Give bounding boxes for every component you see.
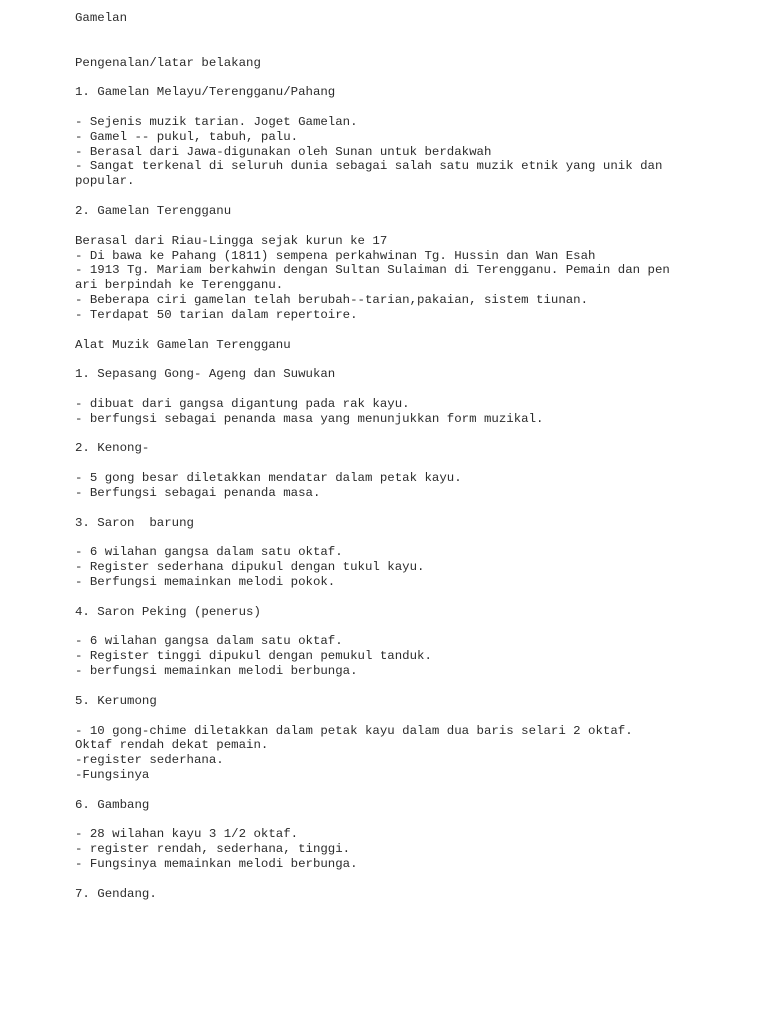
text-line: - Register sederhana dipukul dengan tukul kayu. [75,560,425,575]
text-line: - 1913 Tg. Mariam berkahwin dengan Sultan Sulaiman di Terengganu. Pemain dan pen [75,263,670,278]
text-line: - Fungsinya memainkan melodi berbunga. [75,857,358,872]
text-line: - Berasal dari Jawa-digunakan oleh Sunan untuk berdakwah [75,144,492,159]
text-line: 1. Gamelan Melayu/Terengganu/Pahang [75,85,336,100]
text-line: 4. Saron Peking (penerus) [75,604,261,619]
text-line: 2. Kenong- [75,441,150,456]
text-line: popular. [75,174,135,189]
text-line [75,590,745,605]
text-line [75,100,745,115]
text-line: - dibuat dari gangsa digantung pada rak kayu. [75,396,410,411]
text-line: - Register tinggi dipukul dengan pemukul tanduk. [75,649,432,664]
text-line: - register rendah, sederhana, tinggi. [75,842,351,857]
text-line: -register sederhana. [75,753,224,768]
text-line [75,456,745,471]
text-line: 5. Kerumong [75,693,157,708]
text-line: Alat Muzik Gamelan Terengganu [75,337,291,352]
text-line: - 6 wilahan gangsa dalam satu oktaf. [75,545,343,560]
text-line [75,872,745,887]
text-line [75,26,745,41]
text-line [75,352,745,367]
text-line: Gamelan [75,11,128,25]
text-line: 6. Gambang [75,797,150,812]
text-line [75,783,745,798]
text-line [75,382,745,397]
text-line: 7. Gendang. [75,886,157,901]
text-line: 1. Sepasang Gong- Ageng dan Suwukan [75,367,336,382]
text-line: 3. Saron barung [75,515,194,530]
text-line [75,709,745,724]
text-line: - 28 wilahan kayu 3 1/2 oktaf. [75,827,299,842]
text-line [75,501,745,516]
text-line: 2. Gamelan Terengganu [75,203,232,218]
text-line: Oktaf rendah dekat pemain. [75,738,269,753]
text-line: - Gamel -- pukul, tabuh, palu. [75,129,299,144]
text-line: - 6 wilahan gangsa dalam satu oktaf. [75,634,343,649]
text-line: - Sejenis muzik tarian. Joget Gamelan. [75,114,358,129]
text-line [75,219,745,234]
text-line: -Fungsinya [75,768,150,783]
text-line: - Sangat terkenal di seluruh dunia sebagai salah satu muzik etnik yang unik dan [75,159,663,174]
text-line: - Terdapat 50 tarian dalam repertoire. [75,307,358,322]
text-line: - berfungsi sebagai penanda masa yang menunjukkan form muzikal. [75,411,544,426]
document-body [75,11,745,902]
text-line: - berfungsi memainkan melodi berbunga. [75,664,358,679]
text-line [75,427,745,442]
text-line: Berasal dari Riau-Lingga sejak kurun ke 17 [75,233,388,248]
text-line [75,41,745,56]
text-line: - Beberapa ciri gamelan telah berubah--tarian,pakaian, sistem tiunan. [75,293,589,308]
text-line: - Berfungsi memainkan melodi pokok. [75,575,336,590]
text-line [75,189,745,204]
text-line [75,679,745,694]
text-line: - 10 gong-chime diletakkan dalam petak kayu dalam dua baris selari 2 oktaf. [75,723,633,738]
text-line: - Berfungsi sebagai penanda masa. [75,486,321,500]
text-line: - 5 gong besar diletakkan mendatar dalam petak kayu. [75,471,462,486]
text-line: ari berpindah ke Terengganu. [75,278,284,293]
text-line [75,813,745,828]
text-line: Pengenalan/latar belakang [75,55,261,70]
text-line [75,620,745,635]
text-line [75,70,745,85]
text-line: - Di bawa ke Pahang (1811) sempena perkahwinan Tg. Hussin dan Wan Esah [75,248,596,263]
text-line [75,323,745,338]
text-line [75,531,745,546]
